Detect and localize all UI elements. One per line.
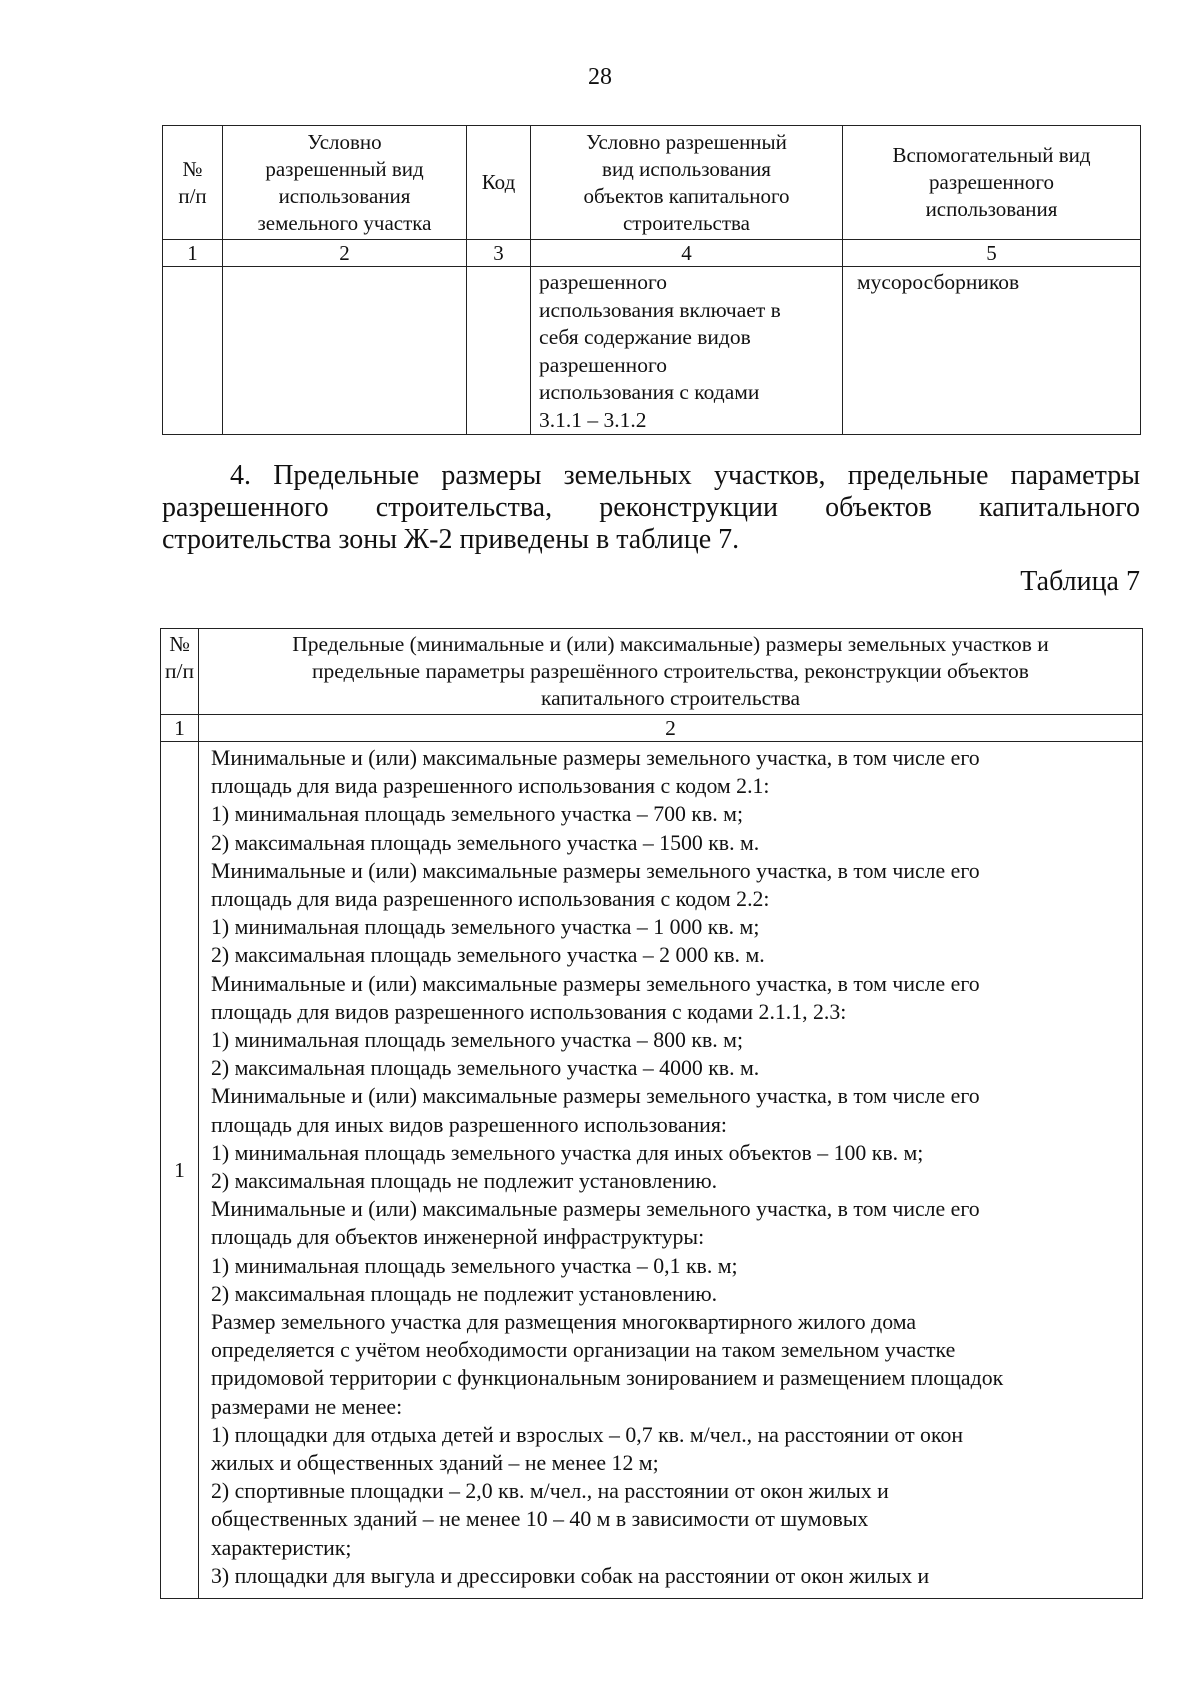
text-line: 2) максимальная площадь земельного участка – 2 000 кв. м. <box>211 943 765 968</box>
table-cell: мусоросборников <box>843 267 1141 435</box>
column-number-row <box>163 240 1141 267</box>
text-line: 2) спортивные площадки – 2,0 кв. м/чел., на расстоянии от окон жилых и <box>211 1479 889 1504</box>
text-line: площадь для иных видов разрешенного использования: <box>211 1112 727 1137</box>
table-caption: Таблица 7 <box>1020 566 1140 597</box>
column-number: 2 <box>199 715 1143 742</box>
column-number-row <box>161 715 1143 742</box>
text-line: Размер земельного участка для размещения многоквартирного жилого дома <box>211 1310 917 1335</box>
text-line: 1) минимальная площадь земельного участка для иных объектов – 100 кв. м; <box>211 1140 924 1165</box>
body-paragraph <box>162 460 1140 556</box>
text-line: 1) минимальная площадь земельного участка – 800 кв. м; <box>211 1028 744 1053</box>
paragraph-line: 4. Предельные размеры земельных участков, предельные параметры <box>230 460 1140 491</box>
land-use-table <box>162 125 1141 435</box>
table-row <box>161 742 1143 1599</box>
text-line: 2) максимальная площадь земельного участка – 1500 кв. м. <box>211 830 760 855</box>
paragraph-line: разрешенного строительства, реконструкции объектов капитального <box>162 492 1140 523</box>
table-row <box>163 267 1141 435</box>
table-header-row <box>163 126 1141 240</box>
table-cell <box>467 267 531 435</box>
text-line: Минимальные и (или) максимальные размеры земельного участка, в том числе его <box>211 858 980 883</box>
table-cell <box>163 267 223 435</box>
header-cell: Код <box>467 126 531 240</box>
text-line: площадь для вида разрешенного использования с кодом 2.1: <box>211 774 770 799</box>
text-line: придомовой территории с функциональным зонированием и размещением площадок <box>211 1366 1004 1391</box>
text-line: площадь для вида разрешенного использования с кодом 2.2: <box>211 887 770 912</box>
paragraph-line: строительства зоны Ж-2 приведены в таблице 7. <box>162 524 740 555</box>
table-header-row <box>161 629 1143 715</box>
header-cell: № п/п <box>163 126 223 240</box>
header-cell: Условно разрешенный вид использования объектов капитального строительства <box>531 126 843 240</box>
text-line: 2) максимальная площадь не подлежит установлению. <box>211 1169 718 1194</box>
text-line: площадь для видов разрешенного использования с кодами 2.1.1, 2.3: <box>211 999 847 1024</box>
text-line: Минимальные и (или) максимальные размеры земельного участка, в том числе его <box>211 1084 980 1109</box>
header-cell: № п/п <box>161 629 199 715</box>
column-number: 5 <box>843 240 1141 267</box>
column-number: 3 <box>467 240 531 267</box>
header-cell: Предельные (минимальные и (или) максимальные) размеры земельных участков и предельные параметры разрешённого строительства, реконструкции объектов капитального строительства <box>199 629 1143 715</box>
text-line: жилых и общественных зданий – не менее 12 м; <box>211 1451 659 1476</box>
table-cell <box>199 742 1143 1599</box>
text-line: площадь для объектов инженерной инфраструктуры: <box>211 1225 705 1250</box>
text-line: размерами не менее: <box>211 1394 403 1419</box>
text-line: Минимальные и (или) максимальные размеры земельного участка, в том числе его <box>211 746 980 770</box>
header-cell: Условно разрешенный вид использования земельного участка <box>223 126 467 240</box>
text-line: определяется с учётом необходимости организации на таком земельном участке <box>211 1338 956 1363</box>
text-line: 1) площадки для отдыха детей и взрослых – 0,7 кв. м/чел., на расстоянии от окон <box>211 1422 964 1447</box>
column-number: 1 <box>163 240 223 267</box>
column-number: 2 <box>223 240 467 267</box>
text-line: 2) максимальная площадь земельного участка – 4000 кв. м. <box>211 1056 760 1081</box>
text-line: характеристик; <box>211 1535 352 1560</box>
header-cell: Вспомогательный вид разрешенного использования <box>843 126 1141 240</box>
text-line: общественных зданий – не менее 10 – 40 м в зависимости от шумовых <box>211 1507 869 1532</box>
text-line: 1) минимальная площадь земельного участка – 0,1 кв. м; <box>211 1253 738 1278</box>
text-line: 2) максимальная площадь не подлежит установлению. <box>211 1281 718 1306</box>
text-line: 1) минимальная площадь земельного участка – 700 кв. м; <box>211 802 744 827</box>
text-line: Минимальные и (или) максимальные размеры земельного участка, в том числе его <box>211 1197 980 1222</box>
column-number: 1 <box>161 715 199 742</box>
text-line: 3) площадки для выгула и дрессировки собак на расстоянии от окон жилых и <box>211 1563 930 1588</box>
text-line: Минимальные и (или) максимальные размеры земельного участка, в том числе его <box>211 971 980 996</box>
table-cell <box>223 267 467 435</box>
column-number: 4 <box>531 240 843 267</box>
limit-parameters-table <box>160 628 1143 1599</box>
page-number: 28 <box>588 64 612 90</box>
table-cell: разрешенного использования включает в себя содержание видов разрешенного использования с кодами 3.1.1 – 3.1.2 <box>531 267 843 435</box>
text-line: 1) минимальная площадь земельного участка – 1 000 кв. м; <box>211 915 760 940</box>
row-number: 1 <box>161 742 199 1599</box>
